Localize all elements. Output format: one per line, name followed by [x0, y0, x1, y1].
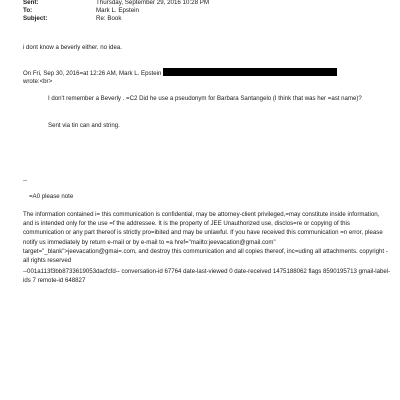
quoted-signature: Sent via tin can and string.: [48, 122, 120, 129]
sent-row: [23, 0, 209, 7]
dash-marker: --: [23, 177, 28, 184]
quoted-paragraph: I don't remember a Beverly . =C2 Did he use a pseudonym for Barbara Santangelo (I think that was her =ast name)?: [48, 95, 362, 102]
to-value: Mark L. Epstein: [96, 7, 139, 14]
sent-value: Thursday, September 29, 2016 10:28 PM: [96, 0, 210, 6]
quote-intro-text: On Fri, Sep 30, 2016=at 12:26 AM, Mark L. Epstein: [23, 70, 162, 77]
reply-line: i dont know a beverly either. no idea.: [23, 44, 122, 51]
subject-value: Re: Book: [96, 15, 122, 22]
subject-label: Subject:: [23, 15, 48, 22]
to-row: [23, 7, 139, 15]
to-label: To:: [23, 7, 33, 14]
quote-wrote: wrote:<br>: [23, 78, 53, 85]
sent-label: Sent:: [23, 0, 39, 6]
disclaimer-paragraph: The information contained i= this communication is confidential, may be attorney-client privileged,=may constitute inside information, and is intended only for the use =f the addressee. It is the property of JEE Unauthorized use, disclos=re or copying of this communication or any part thereof is strictly pro=ibited and may be unlawful. If you have received this communication =n error, please notify us immediately by return e-mail or by e-mail to =a href="mailto:jeevacation@gmail.com" target="_blank">jeevacation@gmai=.com, and destroy this communication and all copies thereof, inc=uding all attachments. copyright -all rights reserved: [23, 211, 388, 265]
metadata-line: --001a113f3bb8733619053dacfcfd-- conversation-id 67764 date-last-viewed 0 date-received 1475188062 flags 8590195713 gmail-label-ids 7 remote-id 648827: [23, 268, 391, 285]
please-note: =A0 please note: [29, 193, 74, 200]
redaction-bar: [163, 68, 337, 76]
subject-row: [23, 15, 121, 23]
